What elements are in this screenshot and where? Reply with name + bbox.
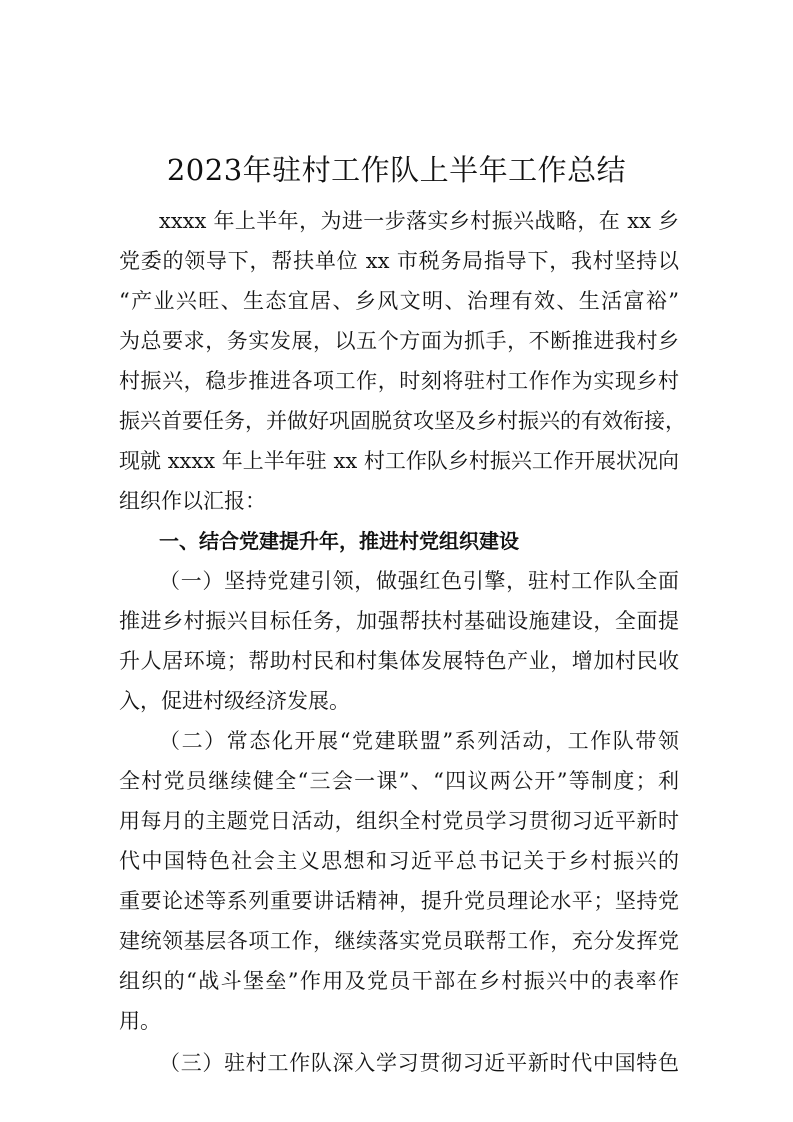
paragraph-line: 村振兴，稳步推进各项工作，时刻将驻村工作作为实现乡村 bbox=[119, 369, 679, 393]
paragraph-line: “产业兴旺、生态宜居、乡风文明、治理有效、生活富裕” bbox=[119, 289, 679, 313]
paragraph-line: 推进乡村振兴目标任务，加强帮扶村基础设施建设，全面提 bbox=[119, 609, 679, 633]
paragraph-line: （二）常态化开展“党建联盟”系列活动，工作队带领 bbox=[159, 729, 679, 753]
paragraph-line: 建统领基层各项工作，继续落实党员联帮工作，充分发挥党 bbox=[119, 929, 679, 953]
paragraph-line: 用每月的主题党日活动，组织全村党员学习贯彻习近平新时 bbox=[119, 809, 679, 833]
paragraph-line: xxxx 年上半年，为进一步落实乡村振兴战略，在 xx 乡 bbox=[159, 209, 679, 233]
paragraph-line: 用。 bbox=[119, 1009, 161, 1033]
paragraph-line: （一）坚持党建引领，做强红色引擎，驻村工作队全面 bbox=[159, 569, 679, 593]
paragraph-line: 为总要求，务实发展，以五个方面为抓手，不断推进我村乡 bbox=[119, 329, 679, 353]
paragraph-line: 振兴首要任务，并做好巩固脱贫攻坚及乡村振兴的有效衔接， bbox=[119, 409, 686, 433]
paragraph-line: 组织作以汇报： bbox=[119, 489, 266, 513]
paragraph-line: 现就 xxxx 年上半年驻 xx 村工作队乡村振兴工作开展状况向 bbox=[119, 449, 679, 473]
paragraph-line: 党委的领导下，帮扶单位 xx 市税务局指导下，我村坚持以 bbox=[119, 249, 679, 273]
paragraph-line: 升人居环境；帮助村民和村集体发展特色产业，增加村民收 bbox=[119, 649, 679, 673]
section-heading: 一、结合党建提升年，推进村党组织建设 bbox=[159, 529, 519, 553]
paragraph-line: 组织的“战斗堡垒”作用及党员干部在乡村振兴中的表率作 bbox=[119, 969, 679, 993]
paragraph-line: 代中国特色社会主义思想和习近平总书记关于乡村振兴的 bbox=[119, 849, 679, 873]
document-title: 2023年驻村工作队上半年工作总结 bbox=[166, 153, 627, 187]
paragraph-line: 重要论述等系列重要讲话精神，提升党员理论水平；坚持党 bbox=[119, 889, 679, 913]
paragraph-line: 入，促进村级经济发展。 bbox=[119, 689, 350, 713]
paragraph-line: （三）驻村工作队深入学习贯彻习近平新时代中国特色 bbox=[159, 1051, 679, 1075]
paragraph-line: 全村党员继续健全“三会一课”、“四议两公开”等制度；利 bbox=[119, 769, 679, 793]
